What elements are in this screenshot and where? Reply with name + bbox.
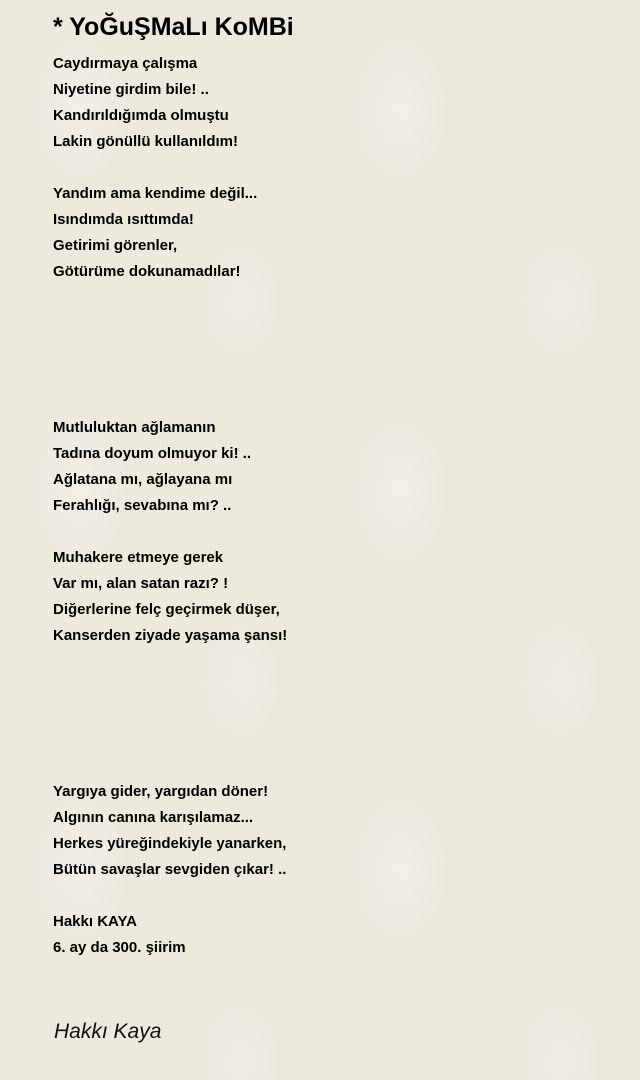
poem-line: Kandırıldığımda olmuştu bbox=[53, 107, 229, 124]
author-name: Hakkı KAYA bbox=[53, 913, 137, 930]
poem-line: Kanserden ziyade yaşama şansı! bbox=[53, 627, 288, 644]
poem-line: Getirimi görenler, bbox=[53, 237, 178, 254]
poem-line: Isındımda ısıttımda! bbox=[53, 211, 194, 228]
stanza-spacer bbox=[53, 883, 613, 909]
section-gap bbox=[53, 649, 613, 779]
poem-line: Algının canına karışılamaz... bbox=[53, 809, 254, 826]
poem-line: Ferahlığı, sevabına mı? .. bbox=[53, 497, 232, 514]
poem-body bbox=[53, 51, 613, 961]
author-note bbox=[53, 909, 613, 961]
poem-line: Götürüme dokunamadılar! bbox=[53, 263, 241, 280]
poem-line: Muhakere etmeye gerek bbox=[53, 549, 224, 566]
stanza-5 bbox=[53, 779, 613, 883]
poem-line: Yandım ama kendime değil... bbox=[53, 185, 258, 202]
poem-title: * YoĞuŞMaLı KoMBi bbox=[53, 13, 294, 41]
poem-line: Herkes yüreğindekiyle yanarken, bbox=[53, 835, 287, 852]
poem-line: Ağlatana mı, ağlayana mı bbox=[53, 471, 233, 488]
stanza-spacer bbox=[53, 519, 613, 545]
poem-line: Yargıya gider, yargıdan döner! bbox=[53, 783, 269, 800]
poem-line: Tadına doyum olmuyor ki! .. bbox=[53, 445, 252, 462]
stanza-1 bbox=[53, 51, 613, 155]
stanza-4 bbox=[53, 545, 613, 649]
poem-note: 6. ay da 300. şiirim bbox=[53, 939, 186, 956]
section-gap bbox=[53, 285, 613, 415]
poem-line: Diğerlerine felç geçirmek düşer, bbox=[53, 601, 280, 618]
stanza-2 bbox=[53, 181, 613, 285]
poem-line: Var mı, alan satan razı? ! bbox=[53, 575, 229, 592]
poem-line: Caydırmaya çalışma bbox=[53, 55, 198, 72]
author-signature: Hakkı Kaya bbox=[54, 1020, 162, 1043]
poem-line: Niyetine girdim bile! .. bbox=[53, 81, 209, 98]
poem-line: Mutluluktan ağlamanın bbox=[53, 419, 216, 436]
stanza-spacer bbox=[53, 155, 613, 181]
stanza-3 bbox=[53, 415, 613, 519]
poem-line: Lakin gönüllü kullanıldım! bbox=[53, 133, 239, 150]
poem-line: Bütün savaşlar sevgiden çıkar! .. bbox=[53, 861, 287, 878]
